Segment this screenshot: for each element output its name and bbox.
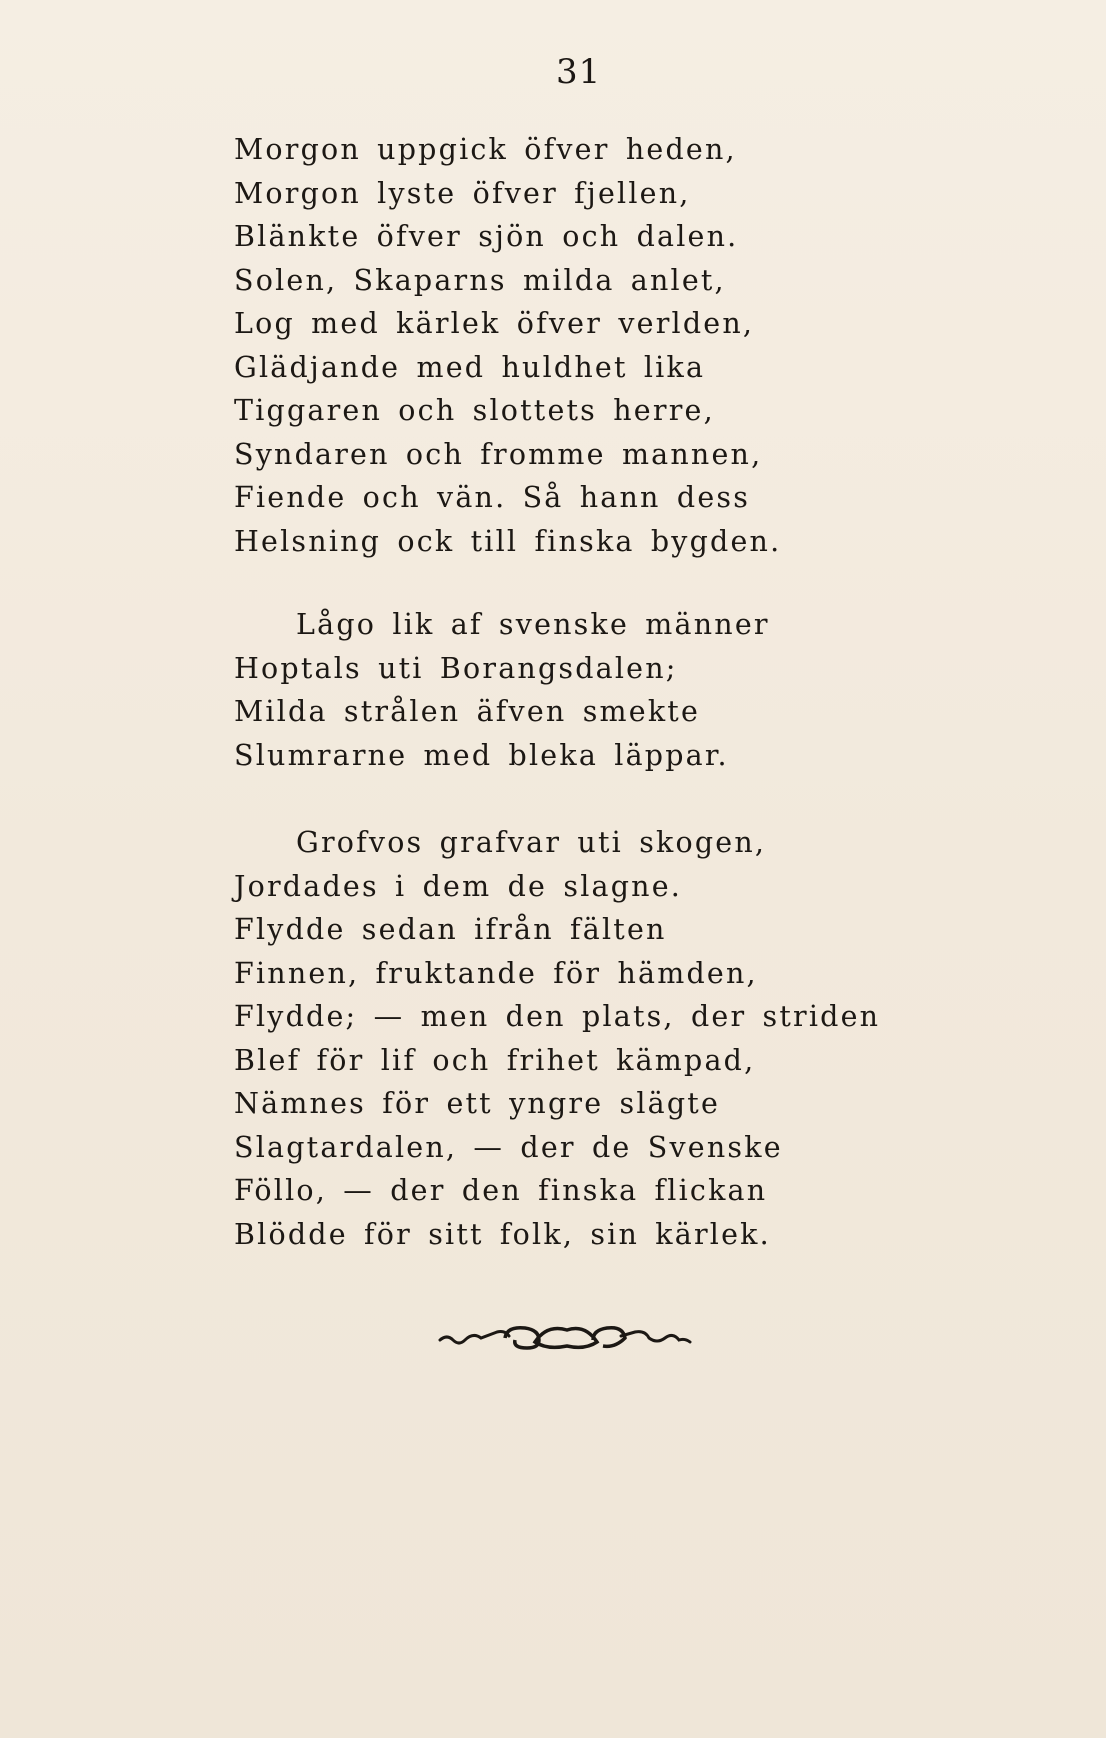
verse-line: Slumrarne med bleka läppar. (234, 738, 729, 772)
verse-line: Syndaren och fromme mannen, (234, 437, 763, 471)
verse-line: Jordades i dem de slagne. (234, 869, 683, 903)
verse-line: Log med kärlek öfver verlden, (234, 307, 755, 340)
verse-line: Helsning ock till finska bygden. (234, 524, 782, 558)
page-number: 31 (556, 52, 602, 92)
verse-line: Finnen, fruktande för hämden, (234, 956, 758, 990)
stanza-3 (234, 821, 1054, 1256)
ornament-divider (435, 1318, 695, 1354)
verse-line: Föllo, — der den finska flickan (234, 1174, 768, 1207)
verse-line: Morgon uppgick öfver heden, (234, 133, 737, 166)
verse-line: Tiggaren och slottets herre, (234, 394, 715, 427)
verse-line: Blänkte öfver sjön och dalen. (234, 220, 739, 253)
stanza-2 (234, 603, 1054, 777)
verse-line: Flydde; — men den plats, der striden (234, 1000, 881, 1033)
verse-line: Solen, Skaparns milda anlet, (234, 263, 726, 297)
verse-line: Flydde sedan ifrån fälten (234, 913, 667, 946)
verse-line: Lågo lik af svenske männer (296, 608, 770, 641)
verse-line: Fiende och vän. Så hann dess (234, 481, 751, 514)
verse-line: Glädjande med huldhet lika (234, 350, 706, 384)
verse-line: Hoptals uti Borangsdalen; (234, 651, 678, 685)
verse-line: Blödde för sitt folk, sin kärlek. (234, 1217, 771, 1251)
verse-line: Morgon lyste öfver fjellen, (234, 176, 691, 210)
poem (234, 128, 1054, 1256)
verse-line: Grofvos grafvar uti skogen, (296, 826, 767, 859)
stanza-1 (234, 128, 1054, 563)
verse-line: Slagtardalen, — der de Svenske (234, 1130, 783, 1164)
verse-line: Blef för lif och frihet kämpad, (234, 1043, 756, 1077)
verse-line: Milda strålen äfven smekte (234, 695, 701, 728)
verse-line: Nämnes för ett yngre slägte (234, 1087, 721, 1120)
